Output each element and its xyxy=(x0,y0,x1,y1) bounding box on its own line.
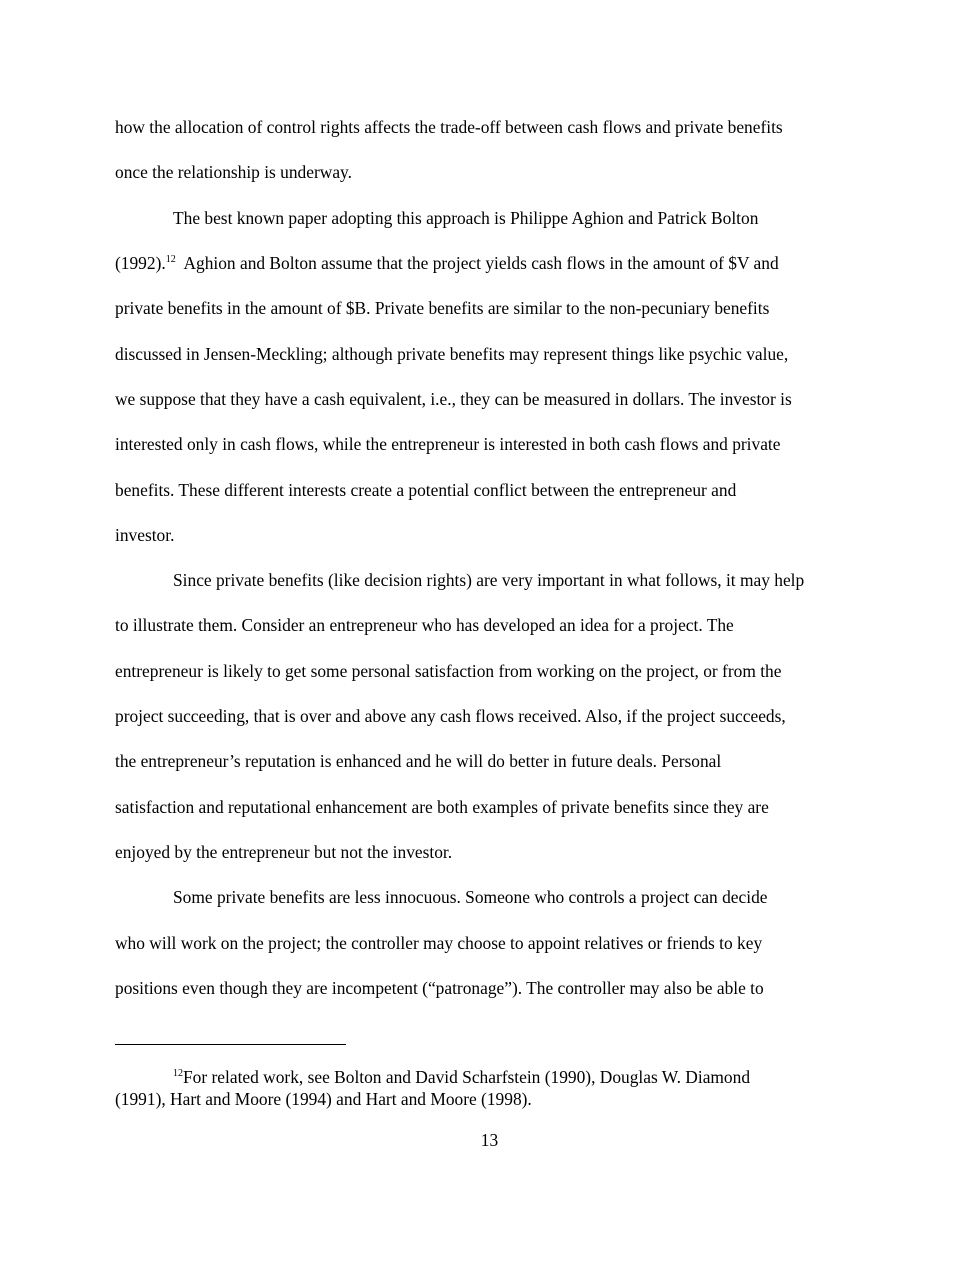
body-text-line-with-footnote-ref xyxy=(115,253,779,273)
footnote-separator xyxy=(115,1044,346,1045)
footnote-line xyxy=(173,1067,750,1087)
body-text-line: investor. xyxy=(115,525,175,545)
footnote-marker: 12 xyxy=(173,1068,183,1079)
body-text-line: interested only in cash flows, while the entrepreneur is interested in both cash flows and private xyxy=(115,434,781,454)
body-text-fragment: (1992). xyxy=(115,253,166,273)
body-text-line: who will work on the project; the controller may choose to appoint relatives or friends to key xyxy=(115,933,763,953)
footnote-reference: 12 xyxy=(165,254,176,265)
body-text-line: private benefits in the amount of $B. Private benefits are similar to the non-pecuniary benefits xyxy=(115,298,770,318)
body-text-line: how the allocation of control rights affects the trade-off between cash flows and private benefits xyxy=(115,117,783,137)
body-text-line: project succeeding, that is over and above any cash flows received. Also, if the project succeeds, xyxy=(115,706,786,726)
body-text-line: benefits. These different interests create a potential conflict between the entrepreneur and xyxy=(115,480,737,500)
body-text-line: once the relationship is underway. xyxy=(115,162,352,182)
footnote-line: (1991), Hart and Moore (1994) and Hart and Moore (1998). xyxy=(115,1089,532,1109)
body-text-line: enjoyed by the entrepreneur but not the investor. xyxy=(115,842,453,862)
footnote-text: For related work, see Bolton and David Scharfstein (1990), Douglas W. Diamond xyxy=(183,1067,751,1087)
paragraph-start-line: The best known paper adopting this approach is Philippe Aghion and Patrick Bolton xyxy=(173,208,759,228)
paragraph-start-line: Some private benefits are less innocuous. Someone who controls a project can decide xyxy=(173,887,768,907)
body-text-line: satisfaction and reputational enhancement are both examples of private benefits since they are xyxy=(115,797,769,817)
body-text-line: to illustrate them. Consider an entrepreneur who has developed an idea for a project. The xyxy=(115,615,734,635)
body-text-line: entrepreneur is likely to get some personal satisfaction from working on the project, or from the xyxy=(115,661,782,681)
page-number: 13 xyxy=(480,1130,499,1150)
body-text-fragment: Aghion and Bolton assume that the project yields cash flows in the amount of $V and xyxy=(175,253,779,273)
body-text-line: the entrepreneur’s reputation is enhanced and he will do better in future deals. Personal xyxy=(115,751,722,771)
body-text-line: positions even though they are incompetent (“patronage”). The controller may also be able to xyxy=(115,978,764,998)
body-text-line: we suppose that they have a cash equivalent, i.e., they can be measured in dollars. The investor is xyxy=(115,389,792,409)
paragraph-start-line: Since private benefits (like decision rights) are very important in what follows, it may help xyxy=(173,570,805,590)
body-text-line: discussed in Jensen-Meckling; although private benefits may represent things like psychic value, xyxy=(115,344,789,364)
